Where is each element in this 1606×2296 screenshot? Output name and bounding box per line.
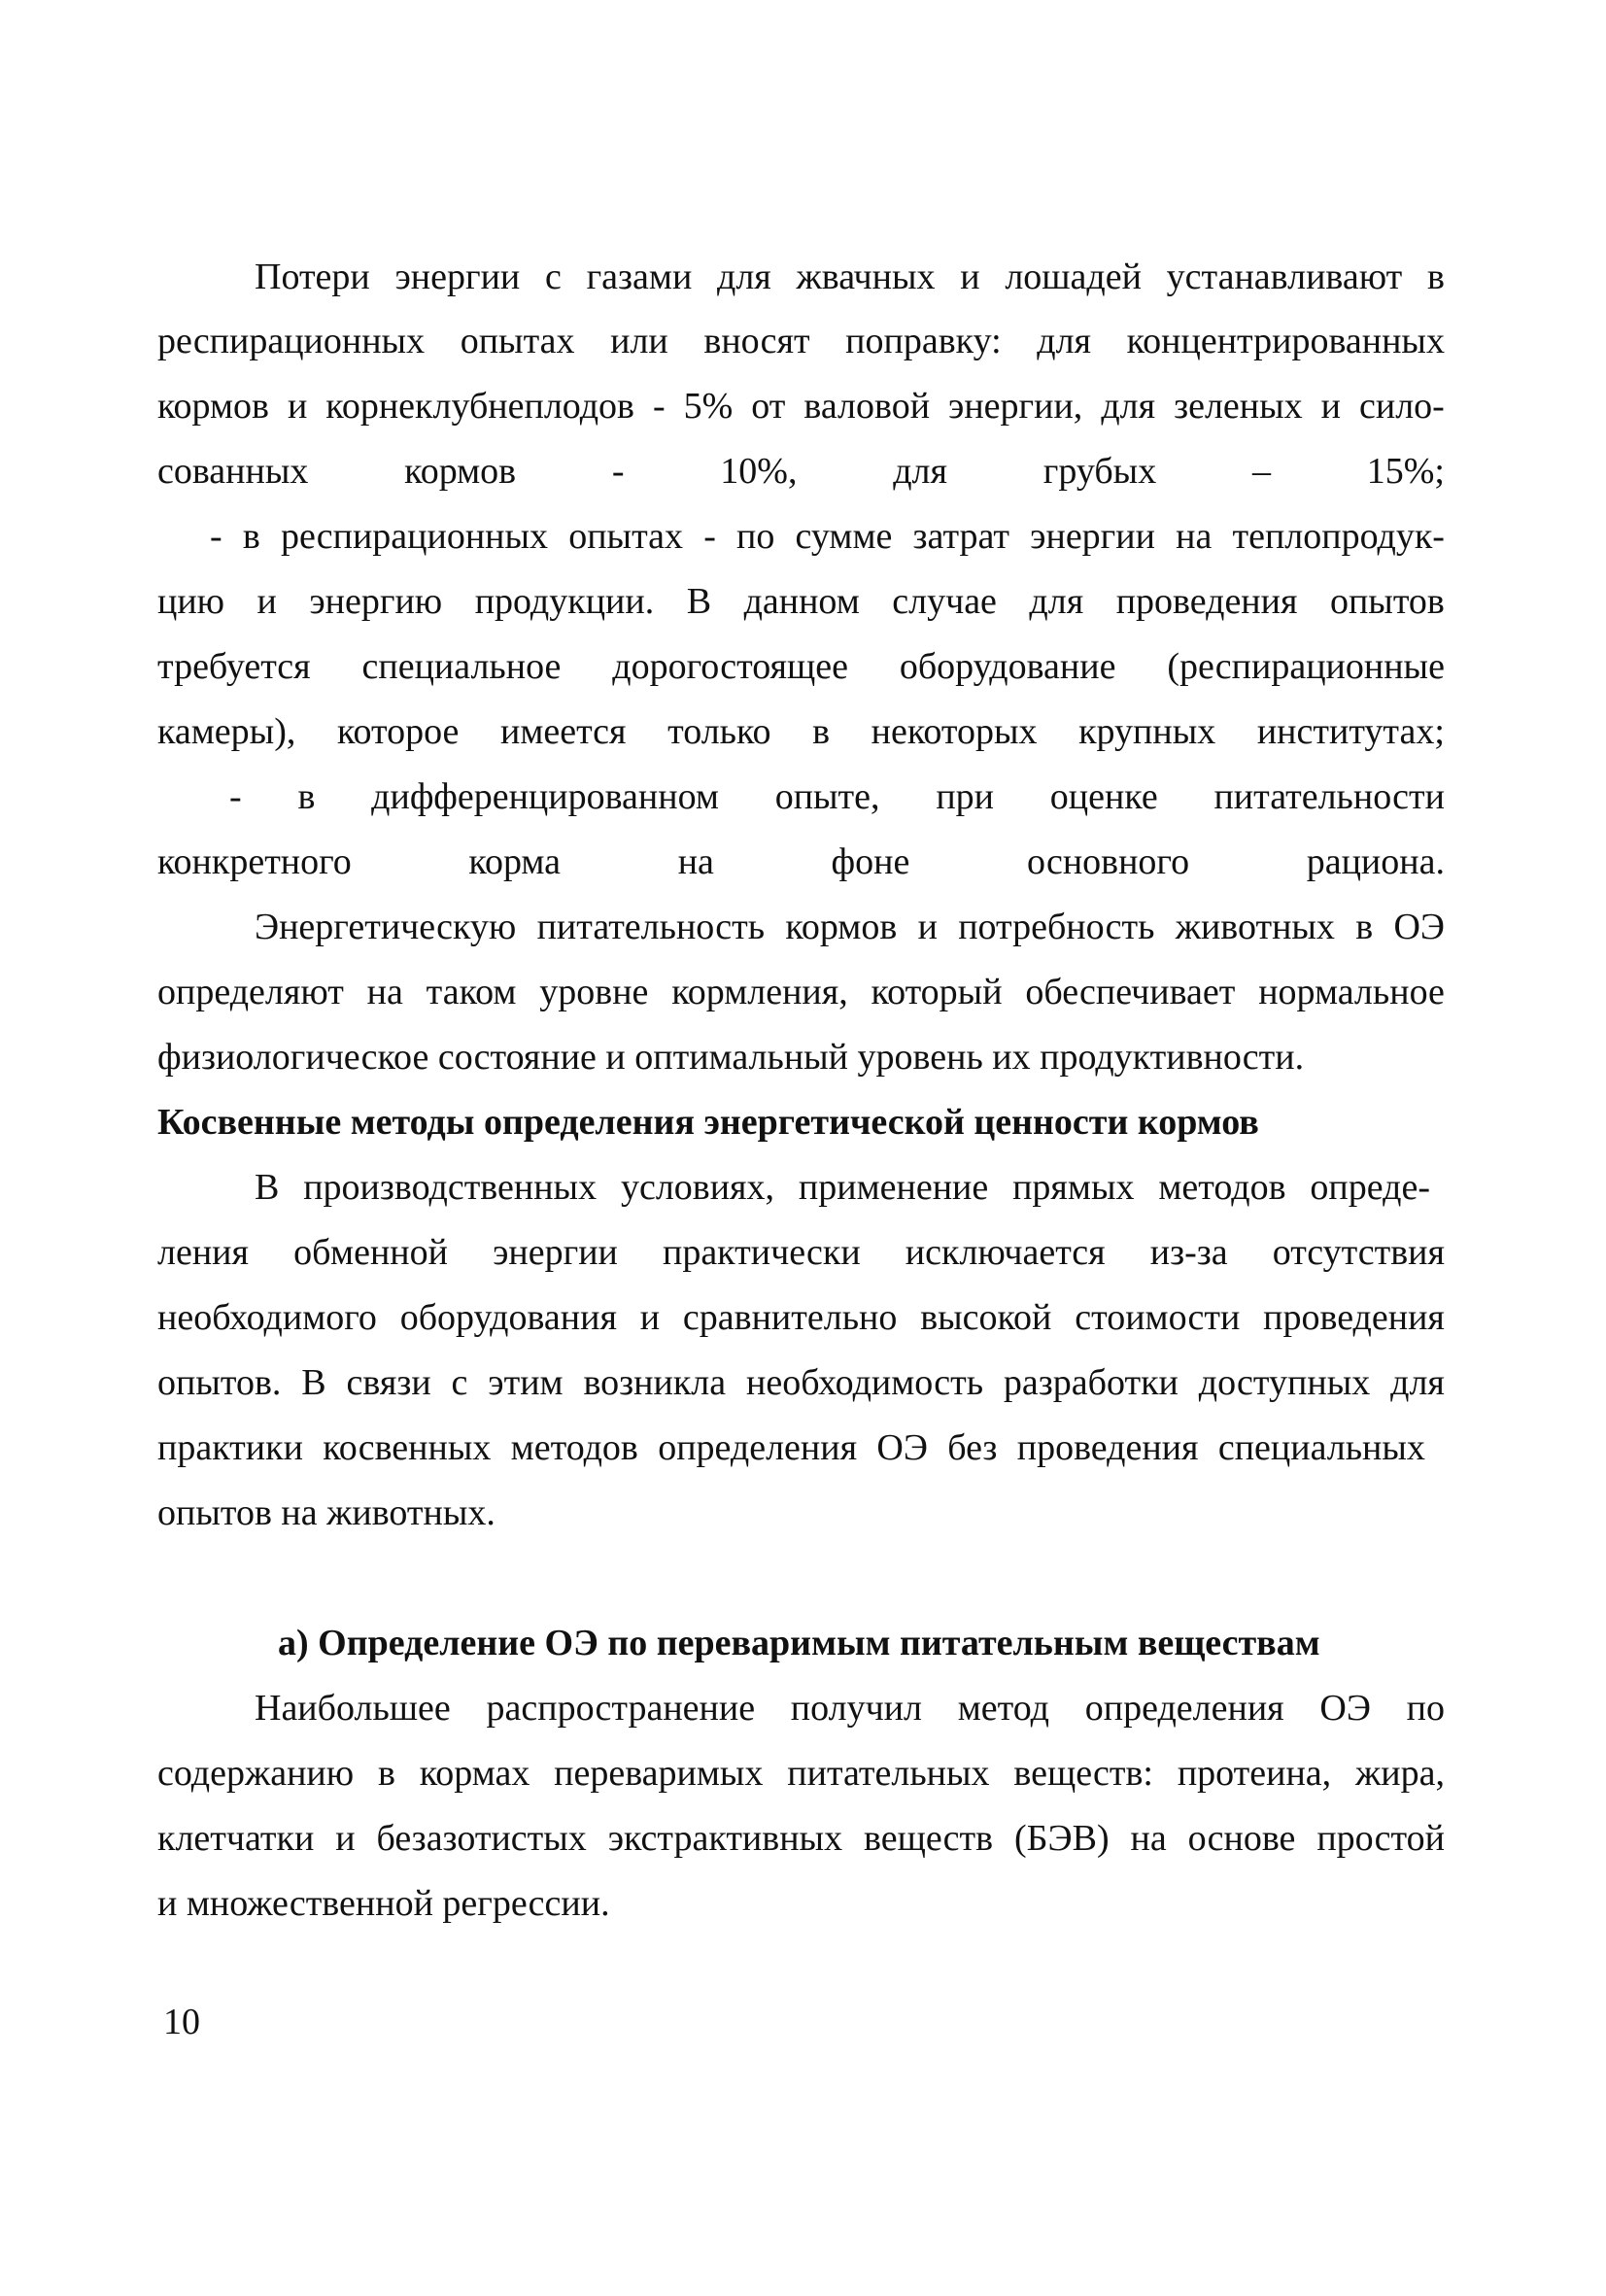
text-line	[210, 514, 1445, 559]
word: опытов	[1329, 581, 1445, 622]
word: энергии	[1030, 516, 1155, 557]
word: разработки	[1003, 1362, 1179, 1403]
word: кормов	[785, 907, 898, 947]
word: -	[652, 386, 666, 427]
word: в	[377, 1753, 395, 1794]
word: энергии,	[948, 386, 1083, 427]
text-line	[157, 1230, 1445, 1275]
text-line	[157, 384, 1445, 428]
word: Потери	[255, 257, 370, 297]
text-line: физиологическое состояние и оптимальный уровень их продуктивности.	[157, 1037, 1305, 1078]
word: институтах;	[1256, 711, 1445, 752]
word: цию	[157, 581, 225, 622]
word: оценке	[1049, 776, 1158, 817]
word: 15%;	[1366, 451, 1445, 492]
word: безазотистых	[376, 1818, 587, 1859]
word: доступных	[1198, 1362, 1371, 1403]
word: опреде-	[1310, 1167, 1430, 1208]
word: питательность	[536, 907, 766, 947]
word: питательности	[1213, 776, 1445, 817]
word: возникла	[583, 1362, 727, 1403]
word: фоне	[831, 841, 910, 882]
word: опытах	[568, 516, 684, 557]
word: без	[947, 1427, 998, 1468]
text-line: опытов на животных.	[157, 1492, 495, 1533]
text-line	[157, 709, 1445, 754]
word: имеется	[499, 711, 627, 752]
word: и	[256, 581, 277, 622]
word: респирационных	[157, 321, 426, 361]
word: ОЭ	[1319, 1688, 1371, 1729]
word: для	[1101, 386, 1156, 427]
word: и	[335, 1818, 356, 1859]
word: ОЭ	[1393, 907, 1445, 947]
word: веществ:	[1013, 1753, 1153, 1794]
word: и	[639, 1297, 661, 1338]
text-line	[157, 644, 1445, 689]
text-line: и множественной регрессии.	[157, 1883, 610, 1924]
word: респирационных	[280, 516, 549, 557]
word: животных	[1175, 907, 1335, 947]
word: по	[736, 516, 775, 557]
word: основе	[1187, 1818, 1296, 1859]
word: на	[366, 972, 403, 1012]
word: 5%	[683, 386, 734, 427]
word: зеленых	[1174, 386, 1303, 427]
word: конкретного	[157, 841, 352, 882]
word: для	[1029, 581, 1084, 622]
word: производственных	[303, 1167, 598, 1208]
word: поправку:	[845, 321, 1002, 361]
word: стоимости	[1075, 1297, 1241, 1338]
word: -	[703, 516, 716, 557]
word: исключается	[905, 1232, 1106, 1273]
text-line	[255, 1165, 1430, 1210]
word: рациона.	[1306, 841, 1445, 882]
word: энергии	[394, 257, 521, 297]
word: при	[936, 776, 994, 817]
text-line	[229, 774, 1445, 819]
text-line	[157, 970, 1445, 1014]
word: или	[610, 321, 668, 361]
word: корма	[468, 841, 562, 882]
word: для	[893, 451, 947, 492]
word: требуется	[157, 646, 311, 687]
word: отсутствия	[1272, 1232, 1445, 1273]
section-heading: Косвенные методы определения энергетической ценности кормов	[157, 1102, 1259, 1143]
word: и	[287, 386, 308, 427]
word: в	[297, 776, 316, 817]
word: на	[677, 841, 714, 882]
word: на	[1130, 1818, 1167, 1859]
word: корнеклубнеплодов	[325, 386, 634, 427]
word: -	[229, 776, 242, 817]
word: которое	[336, 711, 460, 752]
word: необходимость	[746, 1362, 984, 1403]
word: протеина,	[1177, 1753, 1332, 1794]
word: связи	[346, 1362, 431, 1403]
word: –	[1251, 451, 1271, 492]
word: камеры),	[157, 711, 296, 752]
word: клетчатки	[157, 1818, 315, 1859]
word: практики	[157, 1427, 303, 1468]
word: вносят	[703, 321, 810, 361]
word: лошадей	[1005, 257, 1142, 297]
word: от	[751, 386, 786, 427]
word: определения	[658, 1427, 858, 1468]
word: специальное	[361, 646, 562, 687]
word: опыте,	[774, 776, 880, 817]
word: этим	[488, 1362, 564, 1403]
word: жира,	[1354, 1753, 1445, 1794]
word: проведения	[1263, 1297, 1445, 1338]
word: ления	[157, 1232, 249, 1273]
word: высокой	[920, 1297, 1052, 1338]
word: для	[717, 257, 771, 297]
word: -	[611, 451, 625, 492]
text-line	[157, 319, 1445, 363]
word: кормов	[157, 386, 269, 427]
word: В	[301, 1362, 326, 1403]
word: валовой	[803, 386, 931, 427]
word: сило-	[1359, 386, 1445, 427]
word: кормах	[419, 1753, 530, 1794]
word: методов	[1158, 1167, 1286, 1208]
word: оборудование	[899, 646, 1116, 687]
word: некоторых	[871, 711, 1038, 752]
word: кормления,	[671, 972, 848, 1012]
text-line	[255, 1686, 1445, 1731]
word: и	[1320, 386, 1342, 427]
word: для	[1037, 321, 1092, 361]
word: методов	[510, 1427, 638, 1468]
word: проведения	[1016, 1427, 1199, 1468]
word: на	[1176, 516, 1213, 557]
word: -	[210, 516, 222, 557]
text-line	[157, 579, 1445, 624]
word: веществ	[864, 1818, 994, 1859]
word: дифференцированном	[371, 776, 719, 817]
text-line	[157, 1816, 1445, 1861]
word: кормов	[404, 451, 517, 492]
word: только	[667, 711, 771, 752]
word: обеспечивает	[1025, 972, 1236, 1012]
word: практически	[662, 1232, 861, 1273]
word: в	[1355, 907, 1374, 947]
word: жвачных	[796, 257, 936, 297]
word: питательных	[787, 1753, 990, 1794]
text-line	[157, 1295, 1445, 1340]
word: газами	[586, 257, 693, 297]
word: необходимого	[157, 1297, 377, 1338]
text-line	[255, 905, 1445, 949]
word: в	[1426, 257, 1445, 297]
word: с	[451, 1362, 468, 1403]
word: устанавливают	[1166, 257, 1403, 297]
word: сумме	[795, 516, 893, 557]
word: из-за	[1149, 1232, 1228, 1273]
word: нормальное	[1258, 972, 1445, 1012]
word: сравнительно	[682, 1297, 898, 1338]
word: условиях,	[620, 1167, 775, 1208]
text-line	[255, 255, 1445, 299]
word: концентрированных	[1126, 321, 1445, 361]
word: по	[1406, 1688, 1445, 1729]
word: энергии	[493, 1232, 618, 1273]
text-line	[157, 1425, 1425, 1470]
word: данном	[743, 581, 860, 622]
word: теплопродук-	[1232, 516, 1445, 557]
word: опытах	[460, 321, 575, 361]
word: для	[1390, 1362, 1445, 1403]
word: специальных	[1217, 1427, 1425, 1468]
word: косвенных	[323, 1427, 492, 1468]
word: Наибольшее	[255, 1688, 451, 1729]
word: Энергетическую	[255, 907, 517, 947]
word: получил	[790, 1688, 923, 1729]
word: простой	[1316, 1818, 1445, 1859]
word: определения	[1084, 1688, 1284, 1729]
text-line	[157, 1360, 1445, 1405]
word: определяют	[157, 972, 344, 1012]
word: и	[917, 907, 938, 947]
word: оборудования	[399, 1297, 617, 1338]
word: 10%,	[720, 451, 798, 492]
word: основного	[1027, 841, 1190, 882]
word: В	[255, 1167, 280, 1208]
word: с	[544, 257, 562, 297]
word: потребность	[958, 907, 1155, 947]
word: дорогостоящее	[612, 646, 848, 687]
subsection-heading: а) Определение ОЭ по переваримым питательным веществам	[278, 1623, 1320, 1663]
word: переваримых	[554, 1753, 764, 1794]
word: содержанию	[157, 1753, 355, 1794]
word: затрат	[912, 516, 1009, 557]
text-line	[157, 449, 1445, 494]
word: применение	[798, 1167, 989, 1208]
word: (респирационные	[1167, 646, 1445, 687]
word: уровне	[539, 972, 649, 1012]
word: метод	[957, 1688, 1050, 1729]
word: (БЭВ)	[1014, 1818, 1110, 1859]
word: сованных	[157, 451, 309, 492]
word: грубых	[1042, 451, 1157, 492]
text-line	[157, 840, 1445, 884]
word: опытов.	[157, 1362, 282, 1403]
word: крупных	[1078, 711, 1216, 752]
word: случае	[892, 581, 997, 622]
word: экстрактивных	[607, 1818, 843, 1859]
word: проведения	[1115, 581, 1298, 622]
word: который	[871, 972, 1003, 1012]
word: продукции.	[474, 581, 655, 622]
word: в	[242, 516, 260, 557]
word: обменной	[293, 1232, 448, 1273]
word: энергию	[309, 581, 443, 622]
word: и	[960, 257, 980, 297]
word: таком	[426, 972, 517, 1012]
word: прямых	[1012, 1167, 1135, 1208]
word: В	[686, 581, 712, 622]
word: в	[812, 711, 831, 752]
page-number: 10	[163, 2002, 200, 2042]
word: ОЭ	[876, 1427, 928, 1468]
word: распространение	[486, 1688, 756, 1729]
text-line	[157, 1751, 1445, 1796]
